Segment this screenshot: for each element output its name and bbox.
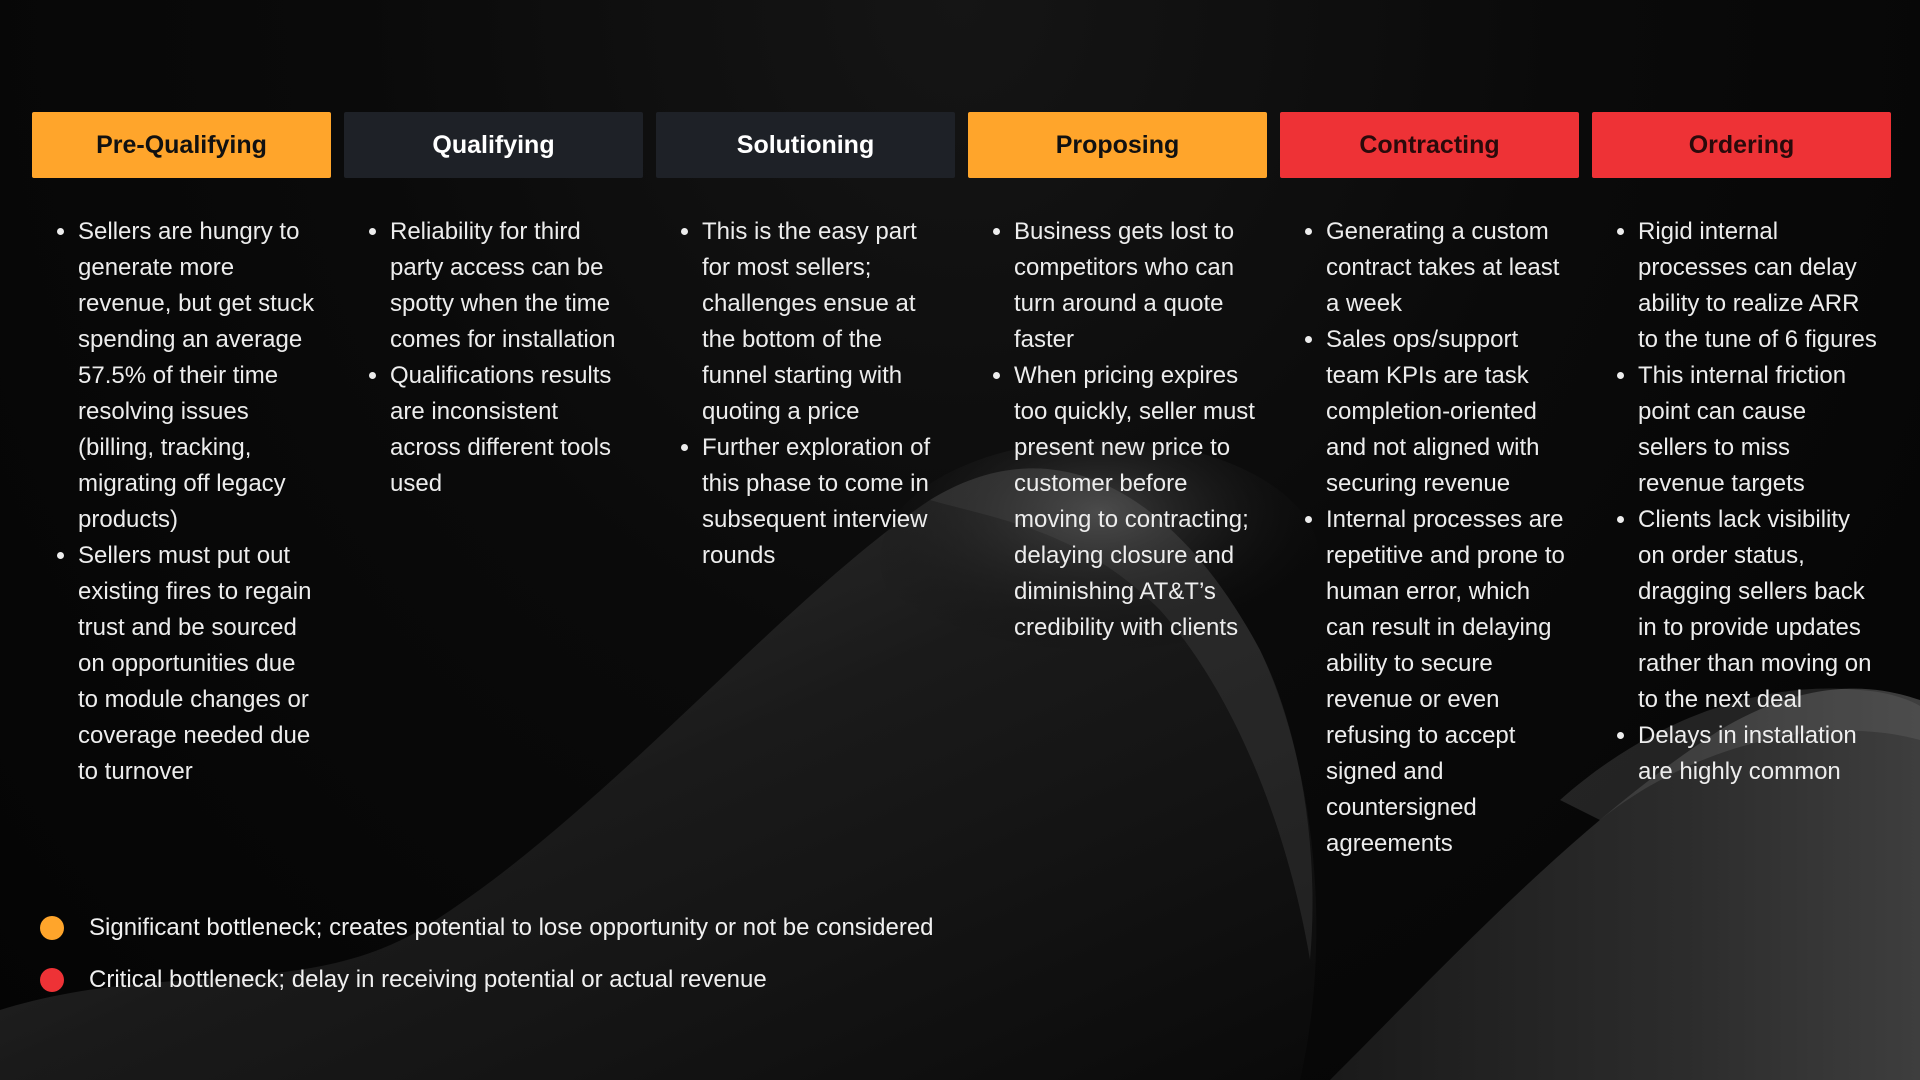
stage-header-qualifying: Qualifying: [344, 112, 643, 178]
stage-bullets-proposing: [968, 214, 1267, 646]
stage-header-solutioning: Solutioning: [656, 112, 955, 178]
stage-header-contracting: Contracting: [1280, 112, 1579, 178]
legend: [40, 902, 934, 1006]
legend-label-critical: Critical bottleneck; delay in receiving potential or actual revenue: [89, 966, 767, 993]
bullet-item: • Sellers are hungry to generate more revenue, but get stuck spending an average 57.5% of their time resolving issues (billing, tracking, migrating off legacy products): [78, 214, 321, 538]
bullet-item: • This is the easy part for most sellers; challenges ensue at the bottom of the funnel starting with quoting a price: [702, 214, 945, 430]
bullet-item: • Generating a custom contract takes at least a week: [1326, 214, 1569, 322]
bullet-item: • Clients lack visibility on order status, dragging sellers back in to provide updates rather than moving on to the next deal: [1638, 502, 1881, 718]
stage-column-pre-qualifying: [32, 112, 331, 862]
stage-column-qualifying: [344, 112, 643, 862]
stage-columns: [32, 112, 1888, 862]
stage-bullets-ordering: [1592, 214, 1891, 790]
stage-bullets-solutioning: [656, 214, 955, 574]
stage-column-proposing: [968, 112, 1267, 862]
stage-bullets-pre-qualifying: [32, 214, 331, 790]
bullet-item: • Qualifications results are inconsistent across different tools used: [390, 358, 633, 502]
bullet-item: • Internal processes are repetitive and prone to human error, which can result in delaying ability to secure revenue or even refusing to accept signed and countersigned agreements: [1326, 502, 1569, 862]
red-dot-icon: [40, 968, 64, 992]
bullet-item: • When pricing expires too quickly, seller must present new price to customer before moving to contracting; delaying closure and diminishing AT&T’s credibility with clients: [1014, 358, 1257, 646]
stage-header-ordering: Ordering: [1592, 112, 1891, 178]
bullet-item: • Rigid internal processes can delay ability to realize ARR to the tune of 6 figures: [1638, 214, 1881, 358]
stage-column-contracting: [1280, 112, 1579, 862]
stage-bullets-contracting: [1280, 214, 1579, 862]
stage-column-ordering: [1592, 112, 1891, 862]
orange-dot-icon: [40, 916, 64, 940]
legend-label-significant: Significant bottleneck; creates potential to lose opportunity or not be considered: [89, 914, 934, 941]
bullet-item: • Sellers must put out existing fires to regain trust and be sourced on opportunities due to module changes or coverage needed due to turnover: [78, 538, 321, 790]
legend-item-significant: [40, 902, 934, 954]
stage-column-solutioning: [656, 112, 955, 862]
stage-bullets-qualifying: [344, 214, 643, 502]
bullet-item: • Delays in installation are highly common: [1638, 718, 1881, 790]
legend-item-critical: [40, 954, 934, 1006]
stage-header-proposing: Proposing: [968, 112, 1267, 178]
bullet-item: • Sales ops/support team KPIs are task completion-oriented and not aligned with securing revenue: [1326, 322, 1569, 502]
bullet-item: • Further exploration of this phase to come in subsequent interview rounds: [702, 430, 945, 574]
bullet-item: • Reliability for third party access can be spotty when the time comes for installation: [390, 214, 633, 358]
bullet-item: • This internal friction point can cause sellers to miss revenue targets: [1638, 358, 1881, 502]
bullet-item: • Business gets lost to competitors who can turn around a quote faster: [1014, 214, 1257, 358]
stage-header-pre-qualifying: Pre-Qualifying: [32, 112, 331, 178]
